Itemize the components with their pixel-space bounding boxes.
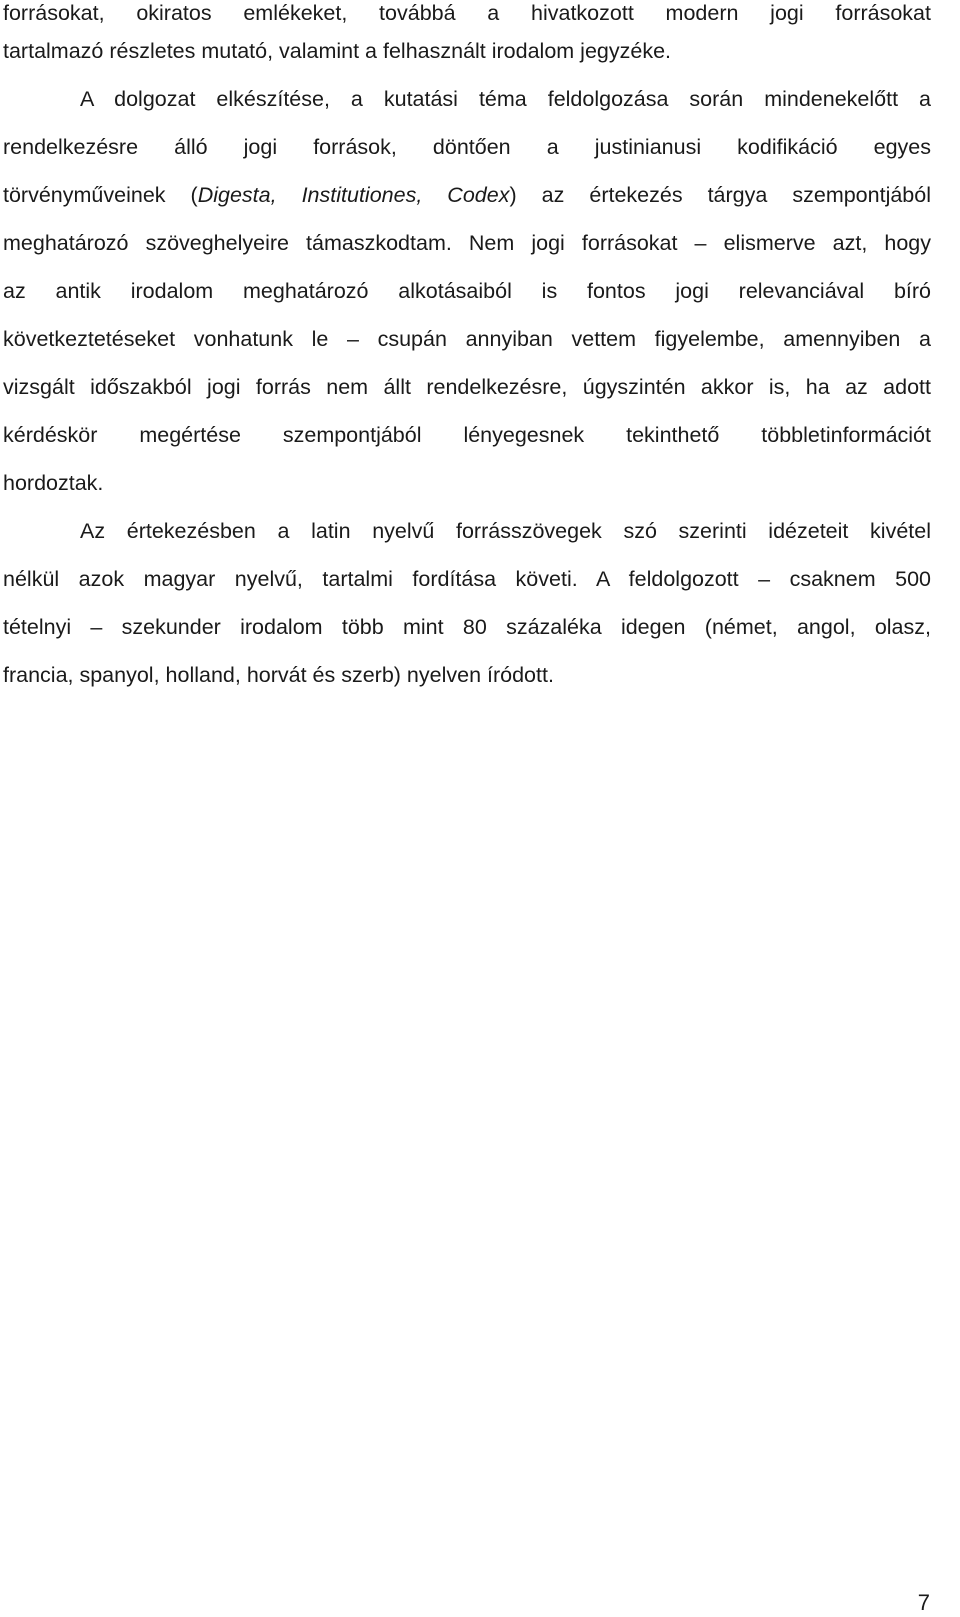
text-line: az antik irodalom meghatározó alkotásaiból is fontos jogi relevanciával bíró — [3, 279, 931, 303]
paragraph-sources — [3, 84, 931, 516]
paragraph-continuation — [3, 0, 931, 84]
text-line: rendelkezésre álló jogi források, döntően a justinianusi kodifikáció egyes — [3, 135, 931, 159]
text-line: következtetéseket vonhatunk le – csupán annyiban vettem figyelembe, amennyiben a — [3, 327, 931, 351]
text-segment: ) az értekezés tárgya szempontjából — [509, 183, 931, 207]
italic-source-titles: Digesta, Institutiones, Codex — [197, 183, 510, 207]
text-line: meghatározó szöveghelyeire támaszkodtam. Nem jogi forrásokat – elismerve azt, hogy — [3, 231, 931, 255]
text-line-with-italic — [3, 180, 931, 228]
document-page — [3, 0, 931, 708]
text-line: forrásokat, okiratos emlékeket, továbbá a hivatkozott modern jogi forrásokat — [3, 1, 931, 25]
page-number: 7 — [917, 1590, 930, 1615]
text-line: kérdéskör megértése szempontjából lényegesnek tekinthető többletinformációt — [3, 423, 931, 447]
text-segment: törvényműveinek ( — [3, 183, 198, 207]
text-line: vizsgált időszakból jogi forrás nem állt rendelkezésre, úgyszintén akkor is, ha az adott — [3, 375, 931, 399]
text-line: francia, spanyol, holland, horvát és szerb) nyelven íródott. — [3, 663, 554, 687]
text-line: tételnyi – szekunder irodalom több mint 80 százaléka idegen (német, angol, olasz, — [3, 615, 931, 639]
text-line: nélkül azok magyar nyelvű, tartalmi fordítása követi. A feldolgozott – csaknem 500 — [3, 567, 931, 591]
text-line: hordoztak. — [3, 471, 104, 495]
text-line: tartalmazó részletes mutató, valamint a felhasznált irodalom jegyzéke. — [3, 39, 672, 63]
text-line: A dolgozat elkészítése, a kutatási téma feldolgozása során mindenekelőtt a — [80, 87, 931, 111]
text-line: Az értekezésben a latin nyelvű forrásszövegek szó szerinti idézeteit kivétel — [80, 519, 931, 543]
paragraph-translation — [3, 516, 931, 708]
